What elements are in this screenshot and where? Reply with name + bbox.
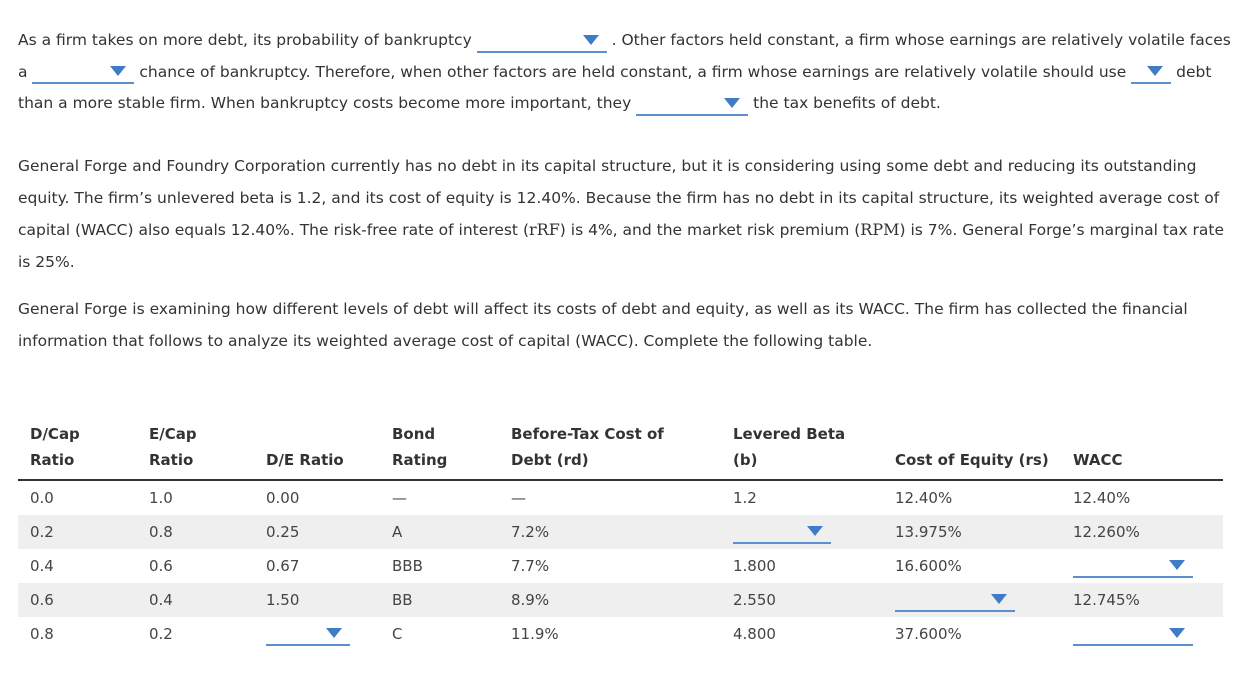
table-row	[18, 583, 1223, 617]
cell: 2.550	[721, 583, 883, 617]
bankruptcy-probability-dropdown[interactable]	[477, 29, 607, 53]
sentence-1: As a firm takes on more debt, its probability of bankruptcy	[18, 31, 472, 49]
risk-free-symbol: rRF	[529, 220, 560, 239]
col-de: D/E Ratio	[254, 417, 380, 480]
cell: BB	[380, 583, 499, 617]
sentence-2: . Other factors held constant, a firm whose earnings are relatively volatile faces a	[18, 31, 1231, 81]
cell: 0.67	[266, 557, 300, 575]
volatile-chance-dropdown[interactable]	[32, 60, 134, 84]
chevron-down-icon	[1169, 628, 1185, 638]
table-row	[18, 617, 1223, 651]
cell: C	[392, 625, 403, 643]
col-cost-of-equity: Cost of Equity (rs)	[883, 417, 1061, 480]
cell: —	[511, 489, 526, 507]
table-row	[18, 515, 1223, 549]
cell: 0.6	[149, 557, 173, 575]
cell: 0.4	[137, 583, 254, 617]
col-ecap: E/Cap Ratio	[137, 417, 254, 480]
sentence-3: chance of bankruptcy. Therefore, when other factors are held constant, a firm whose earnings are relatively volatile should use	[139, 62, 1127, 81]
cell	[1061, 617, 1223, 651]
cell: 4.800	[733, 625, 776, 643]
cell: 0.2	[18, 515, 137, 549]
desc-part-a: General Forge and Foundry Corporation currently has no debt in its capital structure, but it is considering using some debt and reducing its outstanding equity. The firm’s unlevered beta is 1.2, and its cost of equity is 12.40%. Because the firm has no debt in its capital structure, its weighted average cost of capital (WACC) also equals 12.40%. The risk-free rate of interest (	[18, 157, 1220, 239]
col-dcap: D/Cap Ratio	[18, 417, 137, 480]
question-paragraph	[18, 25, 1233, 120]
chevron-down-icon	[326, 628, 342, 638]
cell: 0.2	[149, 625, 173, 643]
debt-amount-dropdown[interactable]	[1131, 60, 1171, 84]
col-bond-rating: Bond Rating	[380, 417, 499, 480]
cell	[1061, 549, 1223, 583]
desc-part-b: ) is 4%, and the market risk premium (	[559, 221, 861, 239]
cell: 0.8	[137, 515, 254, 549]
cell: 7.7%	[511, 557, 550, 575]
wacc-dropdown[interactable]	[1073, 554, 1193, 578]
cost-of-equity-dropdown[interactable]	[895, 588, 1015, 612]
chevron-down-icon	[991, 594, 1007, 604]
cell: 0.6	[18, 583, 137, 617]
cell: 0.0	[30, 489, 54, 507]
cell: 12.40%	[1073, 489, 1131, 507]
table-row	[18, 549, 1223, 583]
cell: 1.50	[254, 583, 380, 617]
chevron-down-icon	[724, 98, 740, 108]
cell: BBB	[392, 557, 423, 575]
cell: 16.600%	[895, 557, 962, 575]
table-instructions: General Forge is examining how different levels of debt will affect its costs of debt and equity, as well as its WACC. The firm has collected the financial information that follows to analyze its weighted average cost of capital (WACC). Complete the following table.	[18, 300, 1188, 350]
cell: 0.25	[254, 515, 380, 549]
chevron-down-icon	[807, 526, 823, 536]
chevron-down-icon	[1169, 560, 1185, 570]
cell: 12.40%	[895, 489, 953, 507]
company-description	[18, 151, 1233, 278]
col-levered-beta: Levered Beta (b)	[721, 417, 883, 480]
cell: 1.800	[733, 557, 776, 575]
table-header-row	[18, 417, 1223, 480]
col-cost-of-debt: Before-Tax Cost of Debt (rd)	[499, 417, 721, 480]
cell: —	[392, 489, 407, 507]
cell: 37.600%	[895, 625, 962, 643]
cell: 12.745%	[1061, 583, 1223, 617]
levered-beta-dropdown[interactable]	[733, 520, 831, 544]
cell: 0.4	[30, 557, 54, 575]
de-ratio-dropdown[interactable]	[266, 622, 350, 646]
cell: 13.975%	[883, 515, 1061, 549]
cell: A	[380, 515, 499, 549]
cell	[254, 617, 380, 651]
chevron-down-icon	[1147, 66, 1163, 76]
cell: 11.9%	[511, 625, 559, 643]
desc-part-c: ) is 7%. General Forge’s marginal tax rate is 25%.	[18, 221, 1225, 271]
cell: 0.00	[266, 489, 300, 507]
cell	[883, 583, 1061, 617]
wacc-table	[18, 417, 1223, 651]
chevron-down-icon	[110, 66, 126, 76]
cell: 1.0	[149, 489, 173, 507]
col-wacc: WACC	[1061, 417, 1223, 480]
cell: 12.260%	[1061, 515, 1223, 549]
cell: 8.9%	[499, 583, 721, 617]
cell: 0.8	[30, 625, 54, 643]
sentence-5: the tax benefits of debt.	[753, 94, 941, 112]
table-row	[18, 480, 1223, 515]
cell: 1.2	[733, 489, 757, 507]
sentence-4: debt than a more stable firm. When bankruptcy costs become more important, they	[18, 62, 1212, 112]
market-risk-premium-symbol: RPM	[860, 220, 900, 239]
cell: 7.2%	[499, 515, 721, 549]
cell	[721, 515, 883, 549]
wacc-dropdown[interactable]	[1073, 622, 1193, 646]
tax-benefit-dropdown[interactable]	[636, 92, 748, 116]
chevron-down-icon	[583, 35, 599, 45]
